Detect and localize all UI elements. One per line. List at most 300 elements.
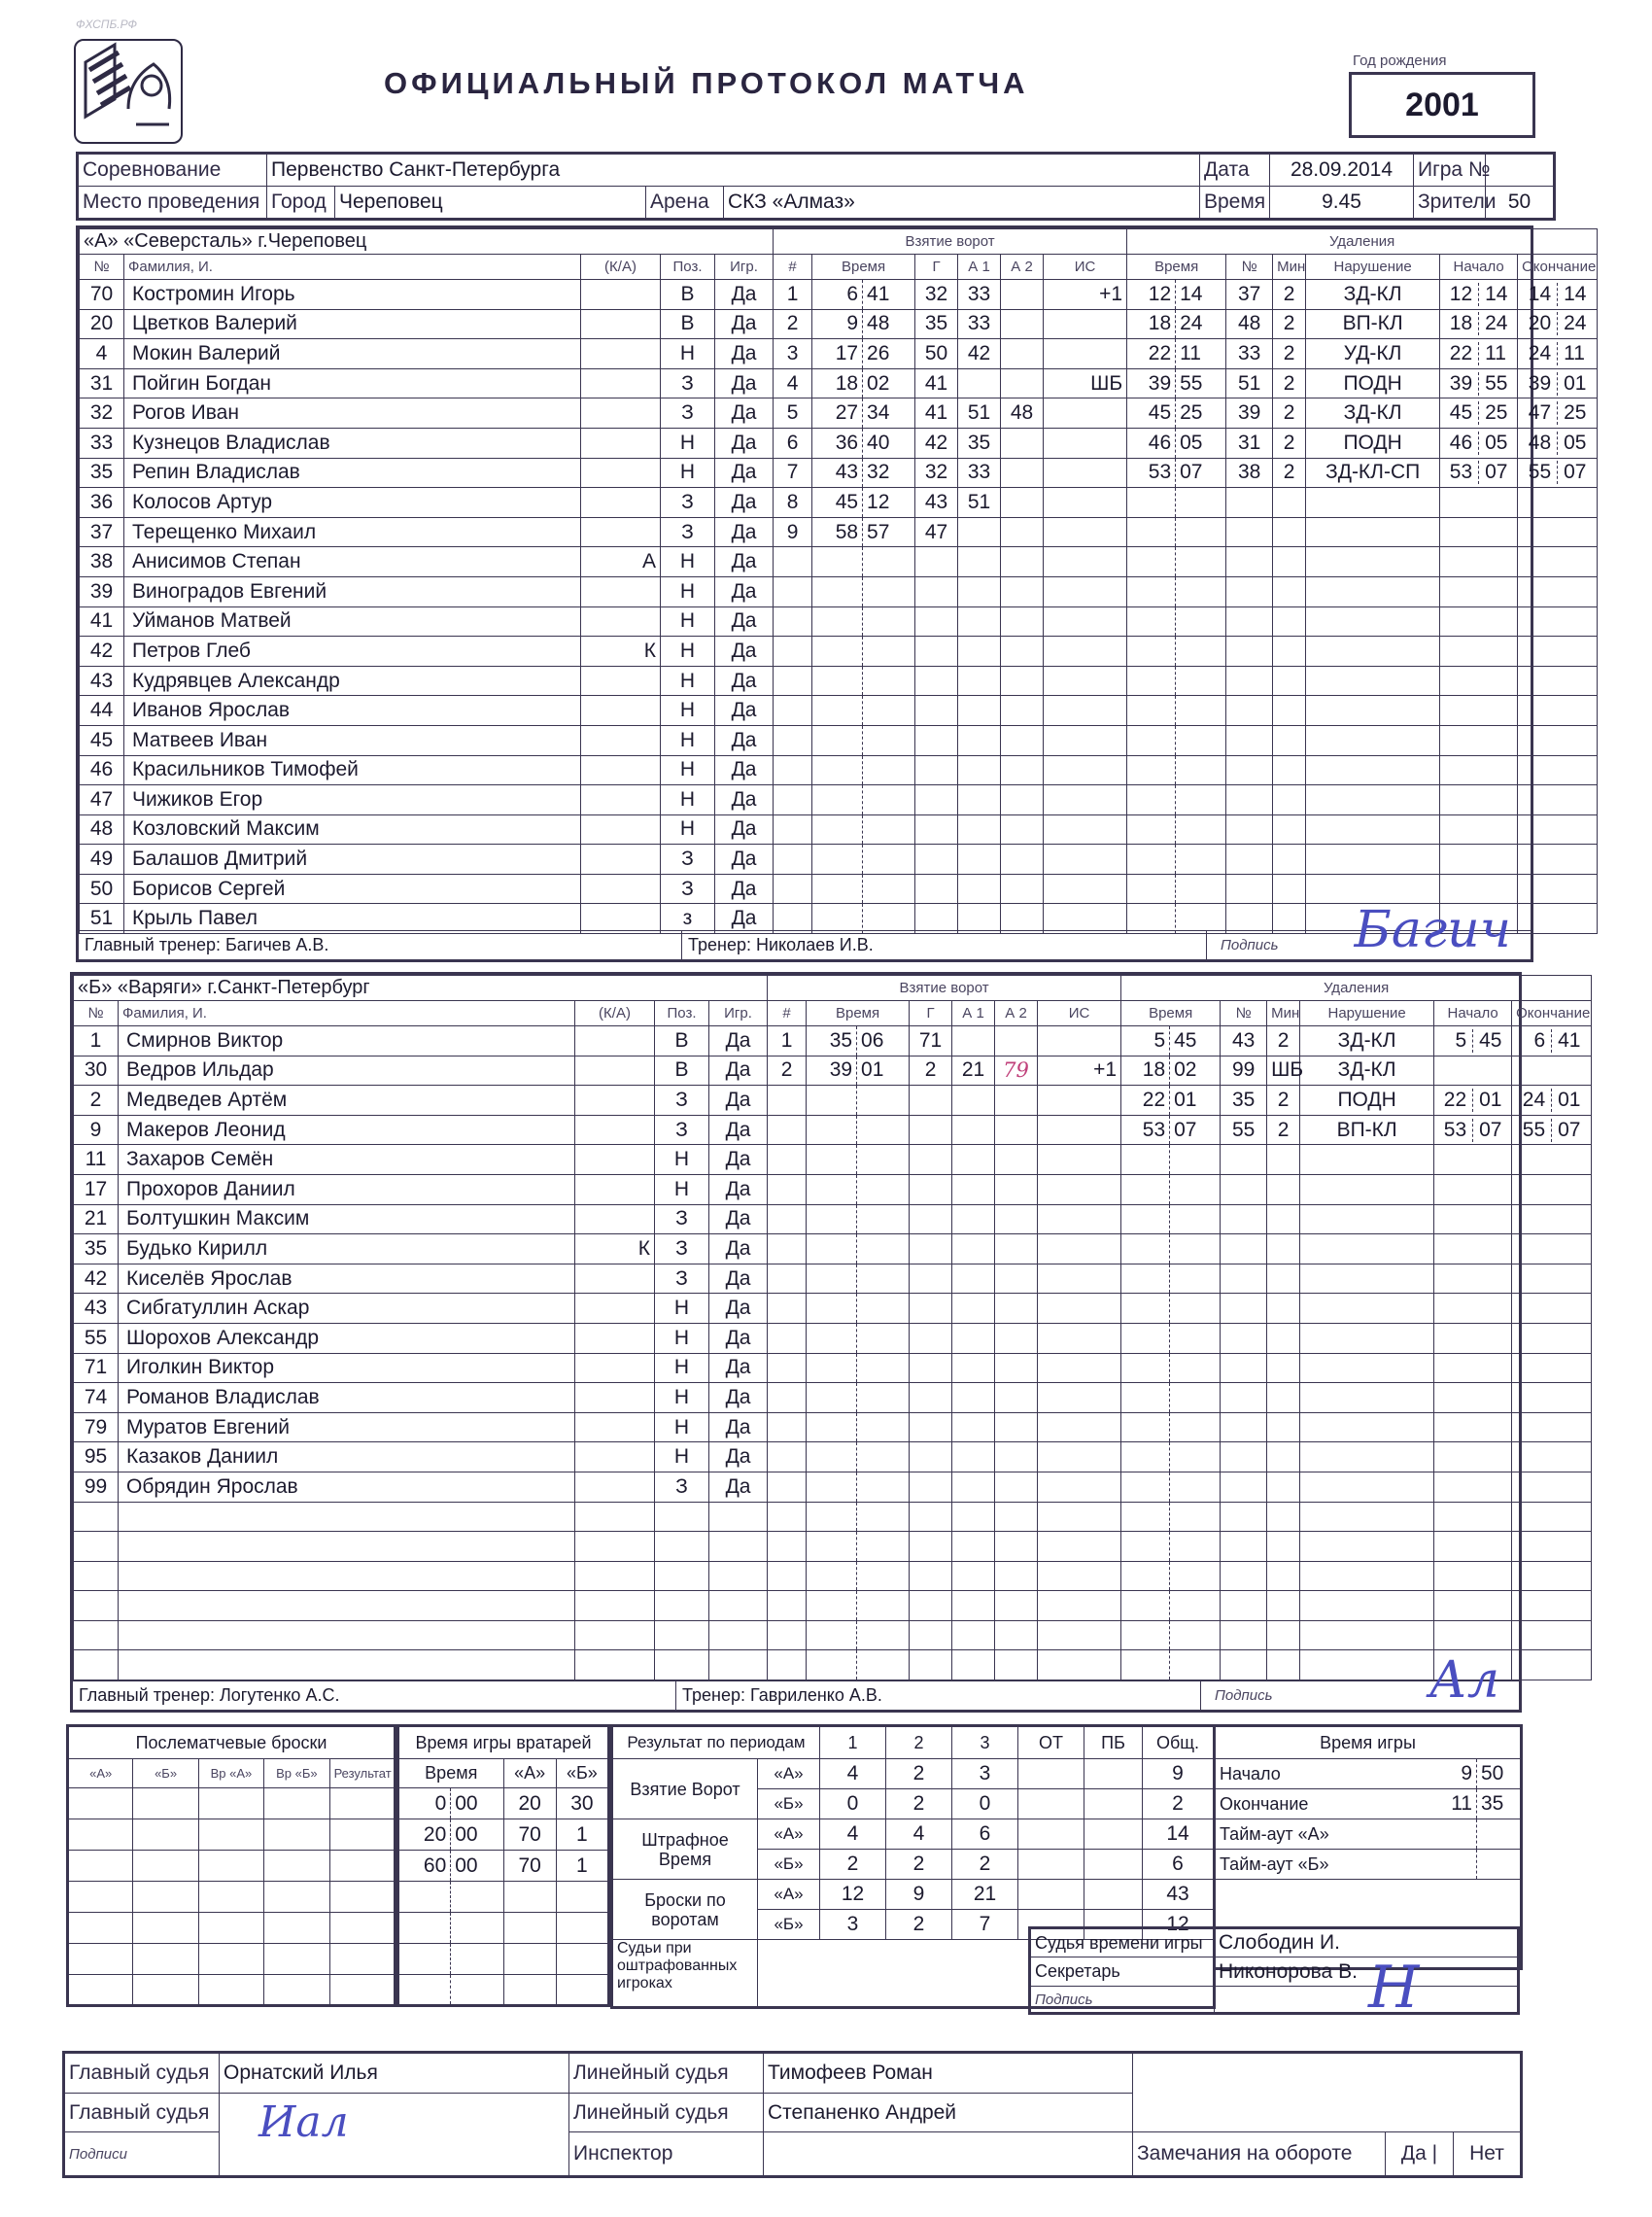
goalie-min: 20 [398, 1819, 451, 1851]
team-b-goal-sec [857, 1264, 910, 1294]
team-a-goal-sec [863, 666, 915, 696]
goalie-a: 20 [503, 1788, 556, 1819]
team-b-player-no [74, 1532, 119, 1562]
team-b-goal-a1 [952, 1204, 995, 1234]
period-col-4: ПБ [1084, 1726, 1143, 1759]
team-a-goal-sec: 57 [863, 517, 915, 547]
team-b-player-role [575, 1145, 655, 1175]
competition-label: Соревнование [78, 154, 267, 187]
team-b-goal-num [768, 1620, 807, 1650]
team-b-player-pos: Н [655, 1353, 709, 1383]
team-a-goal-min: 17 [812, 339, 863, 369]
team-a-pen-min: 18 [1127, 309, 1176, 339]
team-b-pen-infraction [1300, 1412, 1434, 1442]
team-a-pen-minutes [1273, 488, 1306, 518]
team-b-goal-a2: 79 [995, 1056, 1038, 1086]
team-a-player-played: Да [715, 488, 774, 518]
team-a-player-played: Да [715, 785, 774, 815]
inspector-label: Инспектор [569, 2132, 764, 2177]
team-b-pen-player [1221, 1145, 1267, 1175]
team-b-pen-end [1512, 1650, 1592, 1680]
team-a-pen-sec [1176, 725, 1226, 755]
team-b-player-role [575, 1532, 655, 1562]
team-a-player-name: Кузнецов Владислав [124, 428, 581, 458]
team-b-goal-a1 [952, 1591, 995, 1621]
team-b-pen-min [1121, 1532, 1170, 1562]
team-a-pen-start-min: 22 [1440, 342, 1479, 365]
team-b-goal-a1 [952, 1174, 995, 1204]
shootout-table [66, 1724, 396, 2007]
team-b-pen-end [1512, 1620, 1592, 1650]
team-a-player-name: Чижиков Егор [124, 785, 581, 815]
team-a-goal-num [774, 547, 812, 577]
team-a-goal-a2: 48 [1001, 398, 1044, 429]
team-b-pen-start [1434, 1502, 1512, 1532]
team-b-pen-end [1512, 1056, 1592, 1086]
team-b-goal-situation [1038, 1442, 1121, 1472]
team-a-player-name: Крыль Павел [124, 904, 581, 934]
team-a-pen-start-sec: 07 [1485, 461, 1508, 484]
team-b-goal-min: 39 [807, 1056, 857, 1086]
team-b-goal-a2 [995, 1472, 1038, 1502]
pim-a-p2: 4 [886, 1819, 952, 1850]
team-b-player-played [709, 1561, 768, 1591]
team-a-goal-a1: 33 [958, 458, 1001, 488]
team-a-pen-end [1518, 428, 1598, 458]
team-b-pen-min [1121, 1145, 1170, 1175]
team-a-pen-player: 38 [1226, 458, 1273, 488]
team-b-player-name: Киселёв Ярослав [119, 1264, 575, 1294]
shots-a-p3: 21 [952, 1880, 1018, 1910]
team-a-pen-sec: 11 [1176, 339, 1226, 369]
competition: Первенство Санкт-Петербурга [267, 154, 1200, 187]
team-a-pen-end [1518, 845, 1598, 875]
team-a-player-pos: Н [661, 458, 715, 488]
team-b-pen-minutes: ШБ [1267, 1056, 1300, 1086]
team-b-player-played [709, 1532, 768, 1562]
team-a-goal-a2 [1001, 547, 1044, 577]
team-b-goal-scorer [910, 1620, 952, 1650]
team-a-goal-min [812, 547, 863, 577]
team-b-pen-start-min: 53 [1434, 1119, 1473, 1142]
team-a-player-name: Терещенко Михаил [124, 517, 581, 547]
team-a-row [80, 785, 1598, 815]
team-b-pen-player [1221, 1561, 1267, 1591]
team-b-pen-infraction [1300, 1591, 1434, 1621]
team-b-player-name [119, 1532, 575, 1562]
team-b-pen-start [1434, 1472, 1512, 1502]
team-a-pen-sec: 14 [1176, 280, 1226, 310]
secretary: Никонорова В. [1215, 1957, 1519, 1987]
team-b-pen-minutes [1267, 1412, 1300, 1442]
shootout-row [68, 1944, 396, 1975]
team-b-col-ka: (К/А) [575, 1001, 655, 1026]
team-a-signature: Багич [1354, 901, 1511, 959]
team-a-goal-a2 [1001, 309, 1044, 339]
team-b-player-no: 1 [74, 1026, 119, 1057]
team-b-goal-sec [857, 1115, 910, 1145]
team-a-pen-start [1440, 637, 1518, 667]
team-a-pen-start [1440, 368, 1518, 398]
team-b-player-played: Да [709, 1115, 768, 1145]
team-a-pen-minutes [1273, 814, 1306, 845]
team-b-goal-min [807, 1086, 857, 1116]
team-b-goal-scorer [910, 1174, 952, 1204]
team-a-goal-situation [1044, 696, 1127, 726]
team-a-pen-start-min: 46 [1440, 432, 1479, 455]
team-a-pen-minutes [1273, 606, 1306, 637]
team-b-pen-start [1434, 1204, 1512, 1234]
team-a-goal-num: 2 [774, 309, 812, 339]
team-a-pen-end [1518, 637, 1598, 667]
team-b-pen-end [1512, 1323, 1592, 1353]
team-b-pen-minutes [1267, 1591, 1300, 1621]
team-a-pen-player [1226, 696, 1273, 726]
team-a-pen-min [1127, 637, 1176, 667]
team-b-pen-start [1434, 1056, 1512, 1086]
team-b-goal-min [807, 1472, 857, 1502]
team-a-pen-end [1518, 666, 1598, 696]
goalie-a [503, 1913, 556, 1944]
team-b-title: «Б» «Варяги» г.Санкт-Петербург [74, 976, 768, 1001]
goalie-b [556, 1975, 608, 2006]
arena: СКЗ «Алмаз» [724, 187, 1200, 220]
city: Череповец [335, 187, 646, 220]
team-a-goal-min [812, 785, 863, 815]
team-b-goal-a2 [995, 1561, 1038, 1591]
team-b-goal-sec [857, 1472, 910, 1502]
team-a-pen-start [1440, 576, 1518, 606]
team-b-goal-a2 [995, 1145, 1038, 1175]
team-b-player-role [575, 1323, 655, 1353]
team-a-player-played: Да [715, 458, 774, 488]
team-b-goal-sec [857, 1561, 910, 1591]
goalie-min: 60 [398, 1851, 451, 1882]
shootout-col: Результат [329, 1759, 395, 1788]
start-hour: 9 [1419, 1759, 1477, 1789]
team-a-pen-minutes [1273, 696, 1306, 726]
team-a-goal-num: 9 [774, 517, 812, 547]
team-a-goal-a2 [1001, 339, 1044, 369]
team-b-goals-title: Взятие ворот [768, 976, 1121, 1001]
team-a-goal-num [774, 606, 812, 637]
team-b-player-role: К [575, 1234, 655, 1264]
team-b-player-no: 21 [74, 1204, 119, 1234]
team-a-row [80, 339, 1598, 369]
shots-b-p3: 7 [952, 1910, 1018, 1940]
team-b-player-pos: З [655, 1204, 709, 1234]
team-a-player-role [581, 517, 661, 547]
team-a-goal-num: 1 [774, 280, 812, 310]
team-a-player-name: Кудрявцев Александр [124, 666, 581, 696]
team-b-player-name: Захаров Семён [119, 1145, 575, 1175]
goalie-b: 1 [556, 1851, 608, 1882]
team-b-goal-scorer [910, 1412, 952, 1442]
team-b-goal-situation [1038, 1294, 1121, 1324]
team-b-goal-num [768, 1086, 807, 1116]
team-b-goal-min [807, 1323, 857, 1353]
team-b-pen-infraction [1300, 1264, 1434, 1294]
team-b-player-role [575, 1591, 655, 1621]
team-b-player-name: Ведров Ильдар [119, 1056, 575, 1086]
team-a-pen-infraction [1306, 785, 1440, 815]
team-b-pen-end-sec: 07 [1558, 1118, 1581, 1141]
team-a-player-name: Колосов Артур [124, 488, 581, 518]
goalie-a [503, 1882, 556, 1913]
team-b-row [74, 1620, 1592, 1650]
team-b-goal-min [807, 1145, 857, 1175]
pim-label: Штрафное Время [612, 1819, 758, 1880]
team-b-pen-sec [1170, 1532, 1221, 1562]
team-b-goal-min [807, 1234, 857, 1264]
team-a-goal-scorer [915, 725, 958, 755]
team-a-goal-sec [863, 696, 915, 726]
team-a-row [80, 845, 1598, 875]
team-a-player-role [581, 725, 661, 755]
team-b-player-pos: Н [655, 1442, 709, 1472]
team-a-player-no: 33 [80, 428, 124, 458]
team-b-goal-min [807, 1561, 857, 1591]
team-b-player-name: Макеров Леонид [119, 1115, 575, 1145]
team-b-player-played: Да [709, 1204, 768, 1234]
team-b-goal-a1 [952, 1086, 995, 1116]
team-a-pen-end-sec: 01 [1564, 371, 1587, 395]
team-b-goal-scorer [910, 1502, 952, 1532]
team-a-goal-a1: 51 [958, 488, 1001, 518]
toa-hour [1419, 1819, 1477, 1850]
team-b-player-name [119, 1650, 575, 1680]
team-a-player-pos: Н [661, 547, 715, 577]
team-a-player-pos: Н [661, 576, 715, 606]
team-a-pen-end-min: 55 [1518, 461, 1558, 484]
team-a-pen-min [1127, 755, 1176, 785]
team-a-goal-min: 43 [812, 458, 863, 488]
shootout-cell [329, 1819, 395, 1851]
pim-a-ot [1018, 1819, 1084, 1850]
team-a-pen-player: 33 [1226, 339, 1273, 369]
team-a-player-pos: З [661, 368, 715, 398]
game-time-row [1215, 1789, 1522, 1819]
team-b-pen-player [1221, 1472, 1267, 1502]
team-a-pen-infraction [1306, 696, 1440, 726]
team-b-goal-a1 [952, 1383, 995, 1413]
arena-label: Арена [646, 187, 724, 220]
team-b-pen-minutes [1267, 1561, 1300, 1591]
team-b-goal-a1: 21 [952, 1056, 995, 1086]
team-a-goal-situation [1044, 606, 1127, 637]
team-a-goal-situation [1044, 488, 1127, 518]
team-b-pen-start [1434, 1086, 1512, 1116]
team-a-pen-infraction: ЗД-КЛ [1306, 398, 1440, 429]
team-b-pen-player [1221, 1204, 1267, 1234]
team-a-pen-min: 39 [1127, 368, 1176, 398]
shootout-col: «Б» [133, 1759, 198, 1788]
team-a-goal-min [812, 576, 863, 606]
team-b-pen-start [1434, 1442, 1512, 1472]
team-a-pen-start [1440, 874, 1518, 904]
team-a-pen-start [1440, 488, 1518, 518]
goalie-col-b: «Б» [556, 1759, 608, 1788]
team-b-player-name: Казаков Даниил [119, 1442, 575, 1472]
team-b-pen-minutes [1267, 1353, 1300, 1383]
team-a-player-no: 43 [80, 666, 124, 696]
team-a-pen-end-min: 48 [1518, 432, 1558, 455]
goalie-sec [451, 1882, 503, 1913]
team-b-pen-player: 55 [1221, 1115, 1267, 1145]
team-b-pen-player [1221, 1620, 1267, 1650]
team-b-pen-min [1121, 1174, 1170, 1204]
team-a-player-role [581, 696, 661, 726]
team-a-pen-start-min: 18 [1440, 312, 1479, 335]
shootout-cell [329, 1851, 395, 1882]
team-b-pen-infraction [1300, 1174, 1434, 1204]
team-a-player-name: Пойгин Богдан [124, 368, 581, 398]
team-a-goal-scorer [915, 874, 958, 904]
team-b-player-played: Да [709, 1353, 768, 1383]
goals-a-so [1084, 1759, 1143, 1789]
team-a-player-no: 20 [80, 309, 124, 339]
team-b-goal-min [807, 1650, 857, 1680]
team-a-goals-title: Взятие ворот [774, 229, 1127, 255]
team-b-pen-player [1221, 1353, 1267, 1383]
team-b-pen-start [1434, 1561, 1512, 1591]
team-a-pen-player: 48 [1226, 309, 1273, 339]
team-a-player-played: Да [715, 725, 774, 755]
team-a-row [80, 814, 1598, 845]
team-a-row [80, 547, 1598, 577]
pim-team-b: «Б» [758, 1850, 820, 1880]
notes-label: Замечания на обороте [1133, 2132, 1386, 2177]
team-b-goal-num [768, 1353, 807, 1383]
team-b-goal-a1 [952, 1412, 995, 1442]
team-b-pen-start [1434, 1174, 1512, 1204]
team-a-goal-scorer [915, 696, 958, 726]
team-a-goal-num [774, 576, 812, 606]
team-a-goal-sec [863, 755, 915, 785]
team-b-goal-num: 1 [768, 1026, 807, 1057]
team-a-pen-minutes [1273, 785, 1306, 815]
team-b-player-pos: В [655, 1056, 709, 1086]
team-b-pen-minutes [1267, 1472, 1300, 1502]
team-a-pen-min [1127, 904, 1176, 934]
game-time-row [1215, 1759, 1522, 1789]
officials-signature: Н [1368, 1954, 1420, 2022]
team-b-goal-sec [857, 1502, 910, 1532]
pim-a-p1: 4 [820, 1819, 886, 1850]
team-b-pen-end [1512, 1412, 1592, 1442]
team-a-goal-min [812, 666, 863, 696]
team-b-goal-a2 [995, 1086, 1038, 1116]
team-a-player-pos: Н [661, 814, 715, 845]
team-b-player-name: Прохоров Даниил [119, 1174, 575, 1204]
team-b-pen-player [1221, 1174, 1267, 1204]
team-a-goal-a2 [1001, 904, 1044, 934]
team-a-goal-situation [1044, 576, 1127, 606]
team-a-pen-player [1226, 874, 1273, 904]
team-a-player-role [581, 309, 661, 339]
team-a-pen-minutes: 2 [1273, 339, 1306, 369]
team-b-pen-sec [1170, 1650, 1221, 1680]
team-b-player-no: 43 [74, 1294, 119, 1324]
team-a-player-pos: Н [661, 696, 715, 726]
team-b-goal-situation [1038, 1234, 1121, 1264]
team-b-pen-end [1512, 1442, 1592, 1472]
team-a-player-played: Да [715, 368, 774, 398]
team-a-player-no: 45 [80, 725, 124, 755]
team-b-goal-sec [857, 1412, 910, 1442]
document-title: ОФИЦИАЛЬНЫЙ ПРОТОКОЛ МАТЧА [384, 66, 1029, 100]
team-a-goal-num: 7 [774, 458, 812, 488]
team-a-pen-player: 51 [1226, 368, 1273, 398]
team-b-player-pos: Н [655, 1174, 709, 1204]
team-a-player-played: Да [715, 576, 774, 606]
team-b-goal-a1 [952, 1472, 995, 1502]
team-a-col-no: № [80, 255, 124, 280]
toa-label: Тайм-аут «А» [1215, 1819, 1360, 1850]
team-a-player-played: Да [715, 755, 774, 785]
team-a-goal-num [774, 874, 812, 904]
team-b-col-g-num: # [768, 1001, 807, 1026]
team-a-pen-sec [1176, 755, 1226, 785]
team-b-pen-min [1121, 1383, 1170, 1413]
team-a-pen-infraction: ПОДН [1306, 368, 1440, 398]
team-b-row [74, 1561, 1592, 1591]
team-b-pen-sec: 01 [1170, 1086, 1221, 1116]
team-b-goal-sec [857, 1234, 910, 1264]
team-b-goal-situation [1038, 1412, 1121, 1442]
shootout-cell [133, 1944, 198, 1975]
team-a-pen-minutes [1273, 547, 1306, 577]
team-b-goal-scorer [910, 1323, 952, 1353]
team-a-pen-end-sec: 05 [1564, 431, 1587, 454]
shootout-cell [198, 1944, 263, 1975]
team-a-pen-player: 37 [1226, 280, 1273, 310]
start-min: 50 [1477, 1759, 1522, 1789]
team-b-col-no: № [74, 1001, 119, 1026]
team-a-goal-a2 [1001, 755, 1044, 785]
team-a-player-no: 38 [80, 547, 124, 577]
team-b-player-played: Да [709, 1264, 768, 1294]
team-b-row [74, 1383, 1592, 1413]
team-b-pen-infraction [1300, 1502, 1434, 1532]
team-a-player-pos: Н [661, 606, 715, 637]
team-a-pen-player: 39 [1226, 398, 1273, 429]
team-a-goal-min [812, 874, 863, 904]
team-a-player-no: 49 [80, 845, 124, 875]
team-a-pen-end-min: 20 [1518, 312, 1558, 335]
team-b-goal-situation [1038, 1591, 1121, 1621]
team-b-goal-situation [1038, 1323, 1121, 1353]
tob-hour [1419, 1850, 1477, 1880]
team-a-pen-infraction [1306, 517, 1440, 547]
team-a-player-pos: Н [661, 725, 715, 755]
team-b-row [74, 1532, 1592, 1562]
team-a-pen-start [1440, 517, 1518, 547]
team-b-pen-start [1434, 1353, 1512, 1383]
team-a-pen-infraction [1306, 488, 1440, 518]
team-a-goal-num [774, 637, 812, 667]
notes-yes: Да | [1386, 2132, 1454, 2177]
team-b-pen-infraction [1300, 1620, 1434, 1650]
team-b-pen-start [1434, 1383, 1512, 1413]
team-b-goal-sec [857, 1442, 910, 1472]
team-a-player-played: Да [715, 428, 774, 458]
team-a-goal-scorer [915, 904, 958, 934]
team-b-pen-minutes [1267, 1294, 1300, 1324]
team-b-goal-a1 [952, 1145, 995, 1175]
team-b-goal-sec: 06 [857, 1026, 910, 1057]
team-a-goal-a2 [1001, 637, 1044, 667]
